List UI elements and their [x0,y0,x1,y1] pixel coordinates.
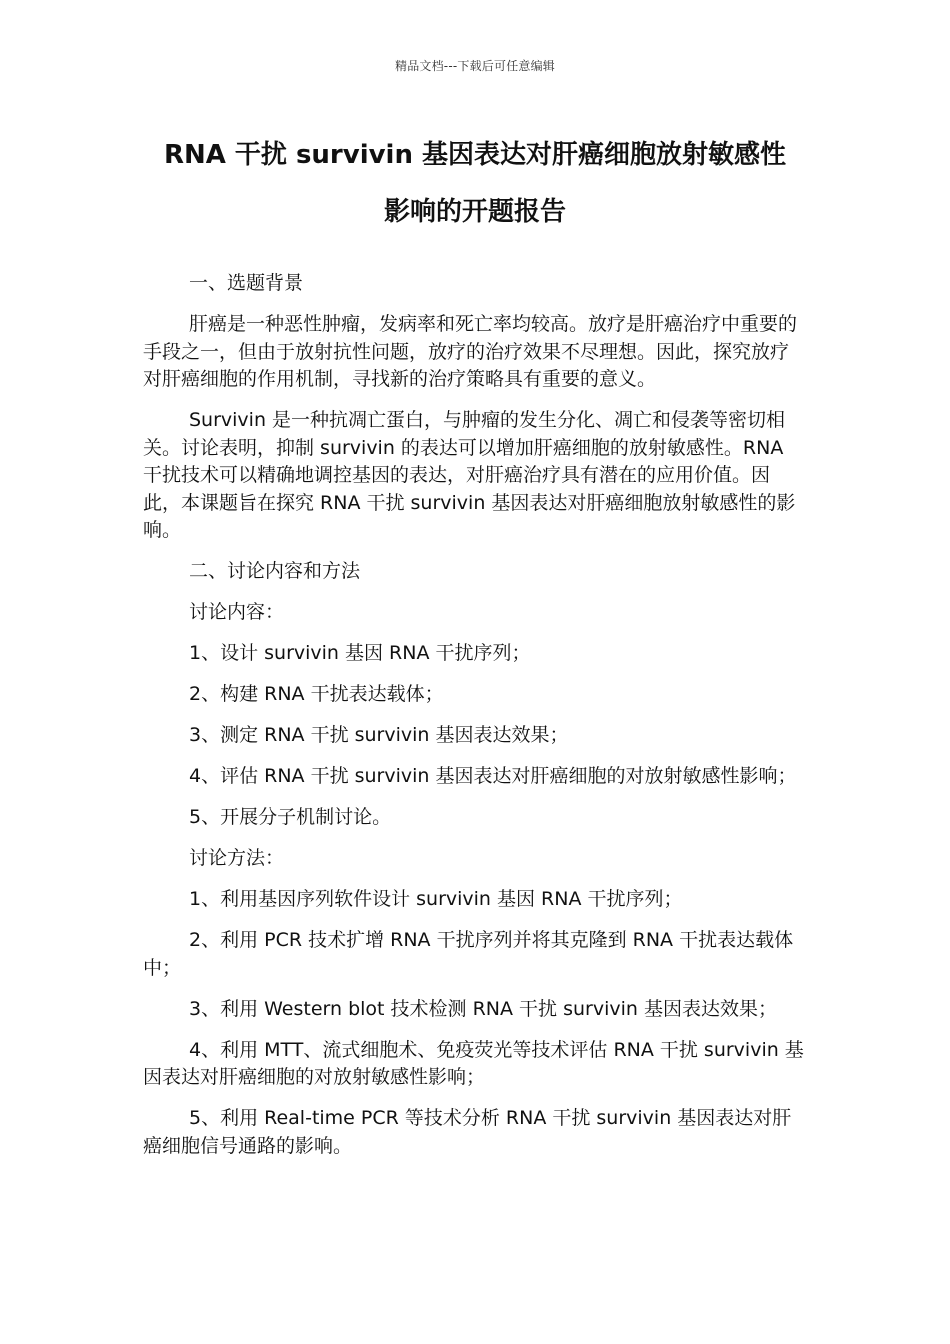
method-item: 5、利用 Real-time PCR 等技术分析 RNA 干扰 survivin 基因表达对肝癌细胞信号通路的影响。 [143,1107,792,1157]
content-item: 5、开展分子机制讨论。 [189,806,392,828]
method-item: 2、利用 PCR 技术扩增 RNA 干扰序列并将其克隆到 RNA 干扰表达载体中； [143,929,794,979]
content-item: 1、设计 survivin 基因 RNA 干扰序列； [189,642,531,664]
content-item: 2、构建 RNA 干扰表达载体； [189,683,444,705]
content-item: 3、测定 RNA 干扰 survivin 基因表达效果； [189,724,569,746]
document-title-line-1: RNA 干扰 survivin 基因表达对肝癌细胞放射敏感性 [163,140,787,170]
paragraph-background-1: 肝癌是一种恶性肿瘤，发病率和死亡率均较高。放疗是肝癌治疗中重要的手段之一，但由于放射抗性问题，放疗的治疗效果不尽理想。因此，探究放疗对肝癌细胞的作用机制，寻找新的治疗策略具有重要的意义。 [143,313,798,390]
content-label: 讨论内容： [189,601,285,623]
method-item: 1、利用基因序列软件设计 survivin 基因 RNA 干扰序列； [189,888,683,910]
header-note: 精品文档---下载后可任意编辑 [395,59,555,73]
section-heading-background: 一、选题背景 [189,272,304,294]
method-item: 4、利用 MTT、流式细胞术、免疫荧光等技术评估 RNA 干扰 survivin 基因表达对肝癌细胞的对放射敏感性影响； [143,1038,804,1088]
document-body [143,270,807,1174]
paragraph-background-2: Survivin 是一种抗凋亡蛋白，与肿瘤的发生分化、凋亡和侵袭等密切相关。讨论表明，抑制 survivin 的表达可以增加肝癌细胞的放射敏感性。RNA 干扰技术可以精确地调控基因的表达，对肝癌治疗具有潜在的应用价值。因此，本课题旨在探究 RNA 干扰 survivin 基因表达对肝癌细胞放射敏感性的影响。 [143,409,796,541]
method-item: 3、利用 Western blot 技术检测 RNA 干扰 survivin 基因表达效果； [189,997,777,1020]
section-heading-content-methods: 二、讨论内容和方法 [189,560,361,582]
method-label: 讨论方法： [189,847,285,869]
document-title-line-2: 影响的开题报告 [383,197,566,227]
content-item: 4、评估 RNA 干扰 survivin 基因表达对肝癌细胞的对放射敏感性影响； [189,765,797,787]
